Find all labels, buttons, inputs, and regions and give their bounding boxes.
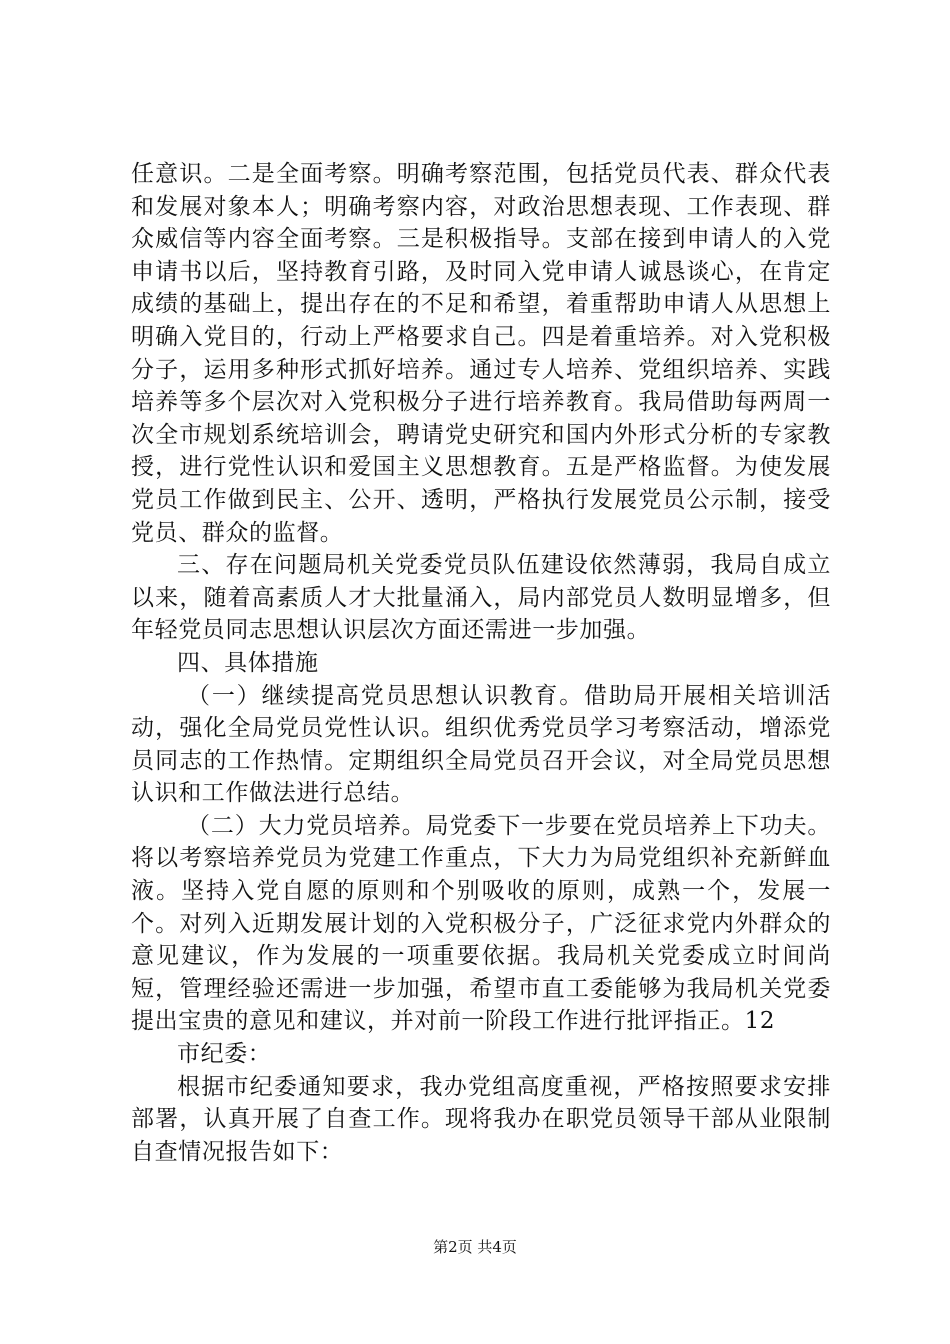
paragraph-measure-two: （二）大力党员培养。局党委下一步要在党员培养上下功夫。将以考察培养党员为党建工作重点，下大力为局党组织补充新鲜血液。坚持入党自愿的原则和个别吸收的原则，成熟一个，发展一个。对列入近期发展计划的入党积极分子，广泛征求党内外群众的意见建议，作为发展的一项重要依据。我局机关党委成立时间尚短，管理经验还需进一步加强，希望市直工委能够为我局机关党委提出宝贵的意见和建议，并对前一阶段工作进行批评指正。12	[131, 812, 831, 1035]
paragraph-continued-measures: 任意识。二是全面考察。明确考察范围，包括党员代表、群众代表和发展对象本人；明确考察内容，对政治思想表现、工作表现、群众威信等内容全面考察。三是积极指导。支部在接到申请人的入党申请书以后，坚持教育引路，及时同入党申请人诚恳谈心，在肯定成绩的基础上，提出存在的不足和希望，着重帮助申请人从思想上明确入党目的，行动上严格要求自己。四是着重培养。对入党积极分子，运用多种形式抓好培养。通过专人培养、党组织培养、实践培养等多个层次对入党积极分子进行培养教育。我局借助每两周一次全市规划系统培训会，聘请党史研究和国内外形式分析的专家教授，进行党性认识和爱国主义思想教育。五是严格监督。为使发展党员工作做到民主、公开、透明，严格执行发展党员公示制，接受党员、群众的监督。	[131, 161, 831, 546]
salutation: 市纪委：	[177, 1041, 272, 1068]
paragraph-self-inspection-intro: 根据市纪委通知要求，我办党组高度重视，严格按照要求安排部署，认真开展了自查工作。现将我办在职党员领导干部从业限制自查情况报告如下：	[131, 1073, 831, 1165]
document-body	[131, 158, 831, 1168]
page-number-footer: 第2页 共4页	[433, 1238, 517, 1256]
paragraph-existing-problems: 三、存在问题局机关党委党员队伍建设依然薄弱，我局自成立以来，随着高素质人才大批量涌入，局内部党员人数明显增多，但年轻党员同志思想认识层次方面还需进一步加强。	[131, 552, 831, 644]
heading-specific-measures: 四、具体措施	[177, 649, 319, 676]
paragraph-measure-one: （一）继续提高党员思想认识教育。借助局开展相关培训活动，强化全局党员党性认识。组织优秀党员学习考察活动，增添党员同志的工作热情。定期组织全局党员召开会议，对全局党员思想认识和工作做法进行总结。	[131, 682, 831, 807]
